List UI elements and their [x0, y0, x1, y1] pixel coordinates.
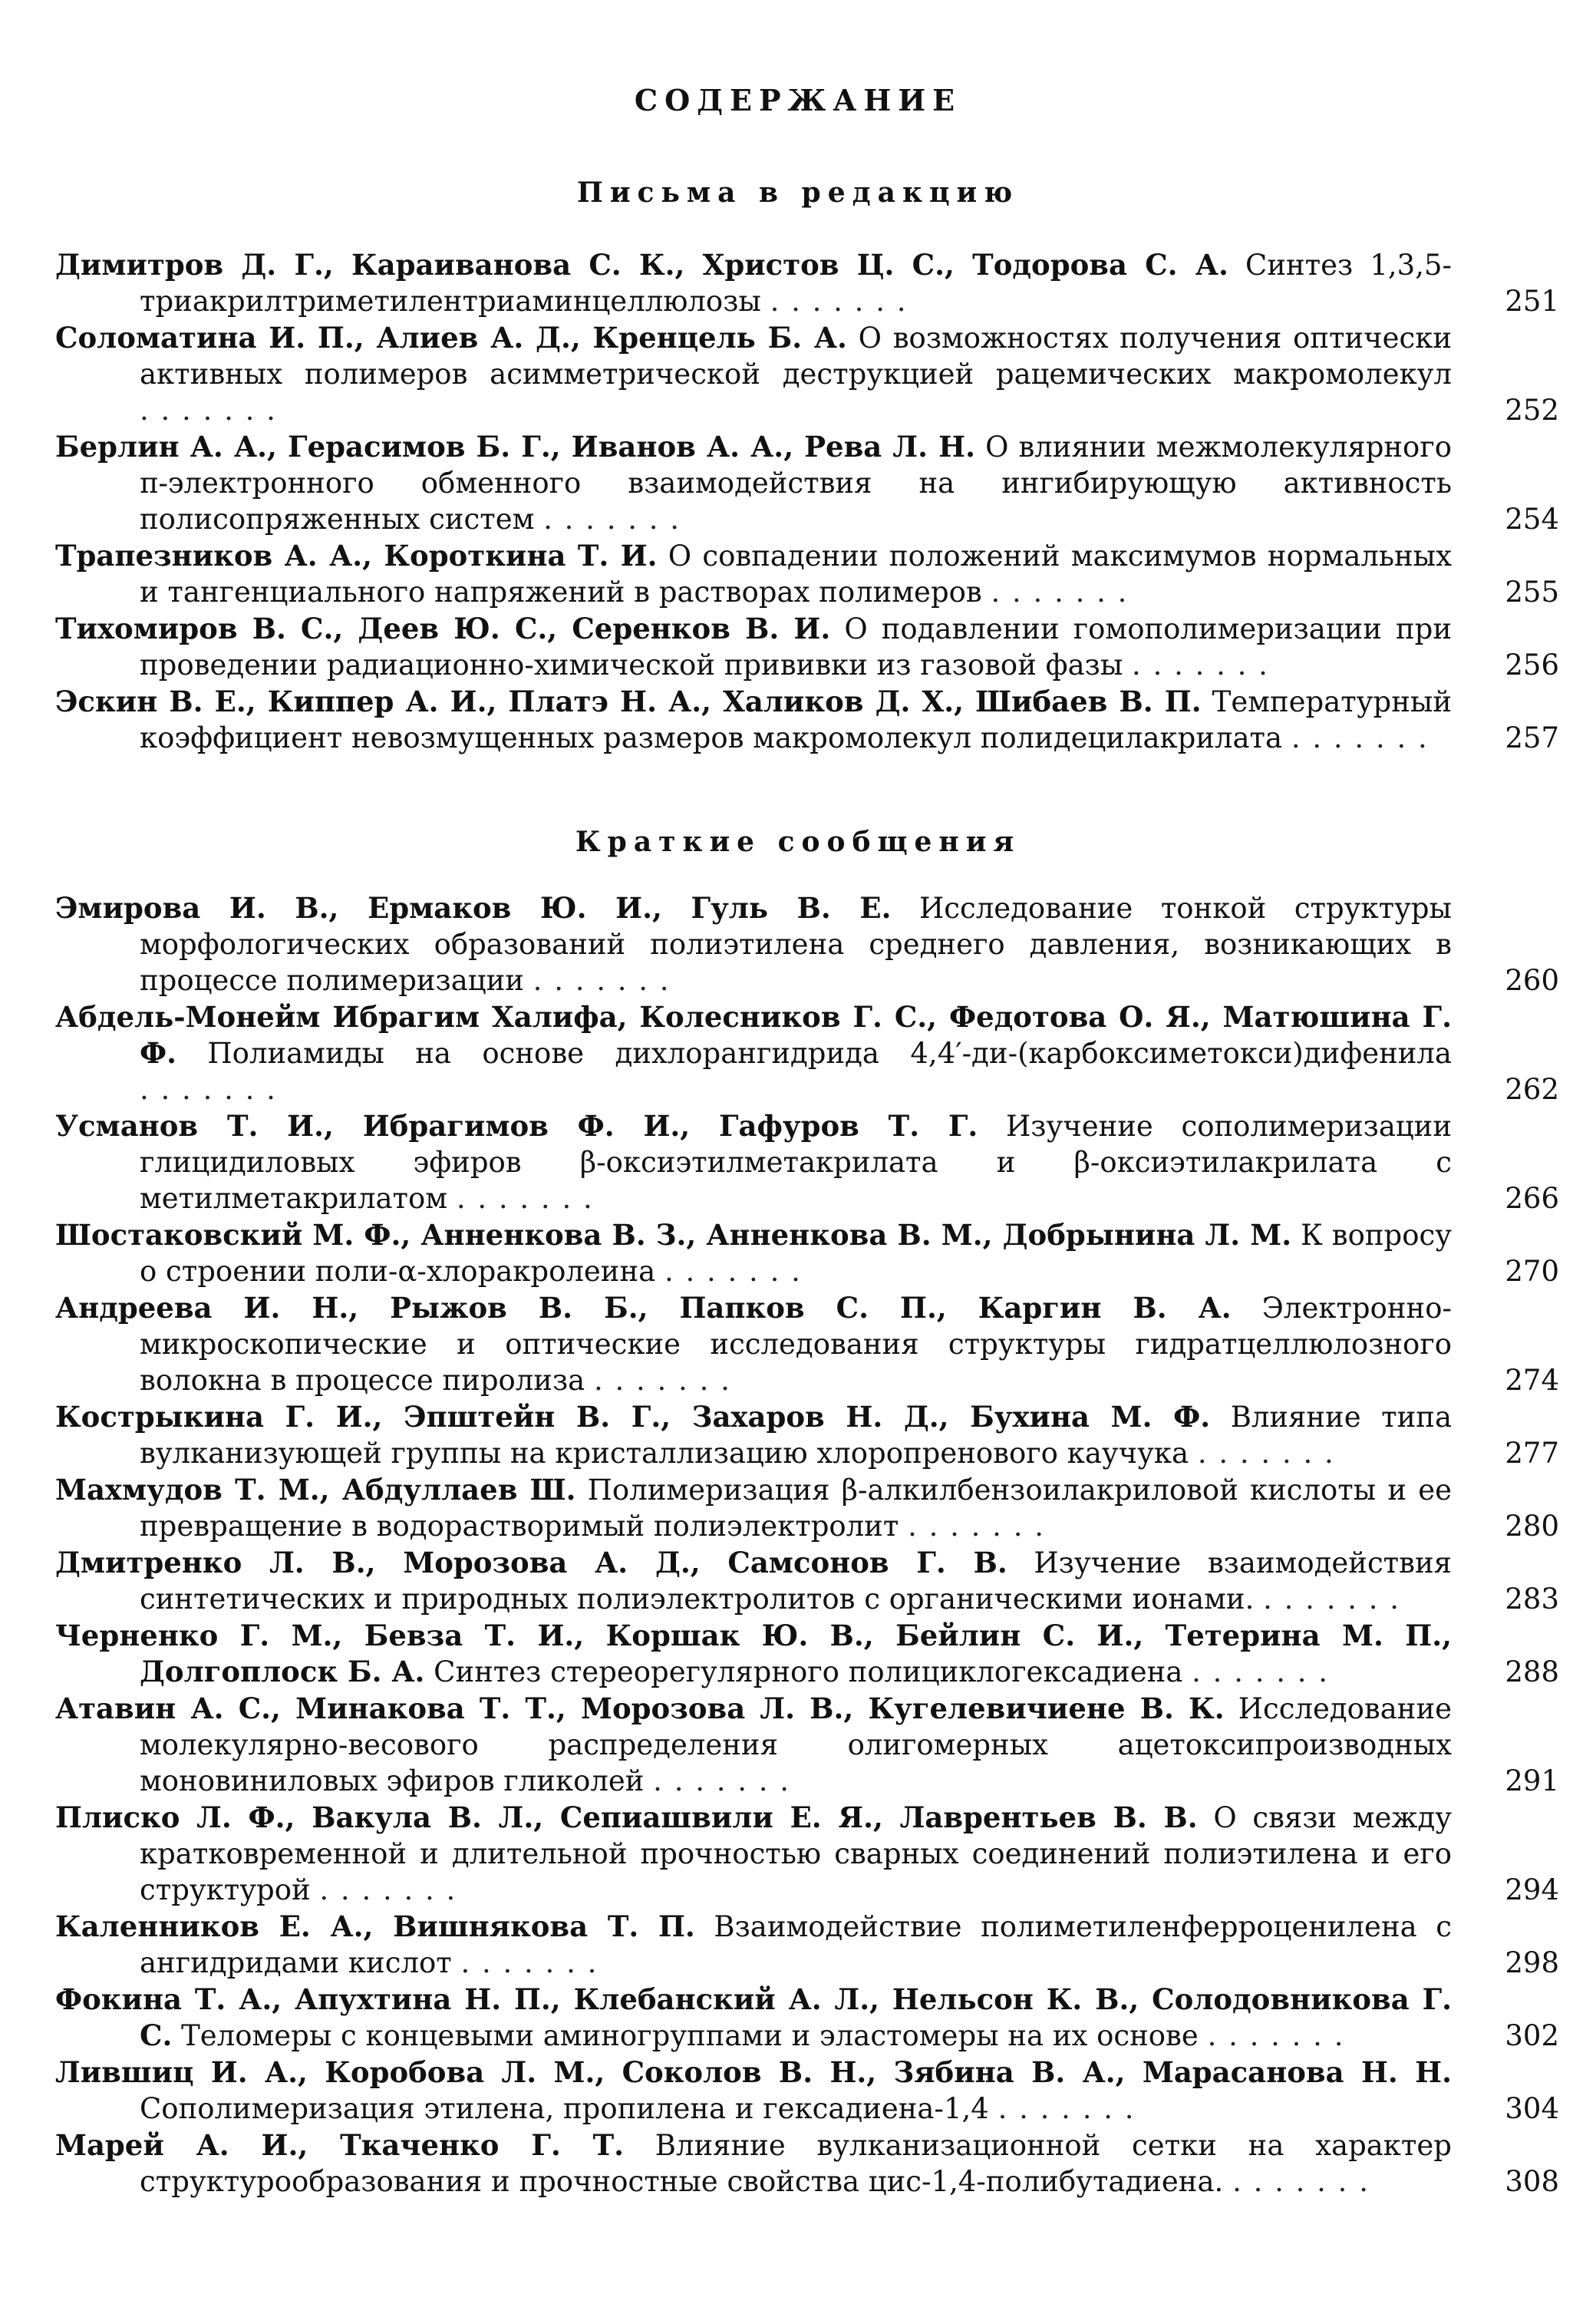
toc-entry[interactable]: [55, 1691, 1559, 1799]
toc-entry[interactable]: [55, 611, 1559, 683]
entry-title: Изучение сополимеризации глицидиловых эфиров β-оксиэтилметакрилата и β-оксиэтилакрилата с метилметакрилатом: [140, 1110, 1452, 1215]
entry-title: Исследование молекулярно-весового распределения олигомерных ацетоксипроизводных моновиниловых эфиров гликолей: [140, 1692, 1452, 1797]
entry-title: К вопросу о строении поли-α-хлоракролеина: [140, 1219, 1452, 1288]
toc-entry[interactable]: [55, 2127, 1559, 2200]
toc-entry[interactable]: [55, 1982, 1559, 2054]
dot-leader: . . . . . . .: [543, 503, 681, 536]
entry-text: [55, 1217, 1452, 1289]
entry-authors: Фокина Т. А., Апухтина Н. П., Клебанский А. Л., Нельсон К. В., Солодовникова Г. С.: [55, 1982, 1452, 2052]
entry-title: Влияние типа вулканизующей группы на кристаллизацию хлоропренового каучука: [140, 1401, 1452, 1470]
entry-text: [55, 999, 1452, 1107]
toc-entry[interactable]: [55, 1472, 1559, 1544]
dot-leader: . . . . . . .: [1263, 1583, 1401, 1616]
section-heading-short-communications: Краткие сообщения: [575, 826, 1021, 858]
entry-title: Синтез стереорегулярного полициклогексадиена: [434, 1655, 1183, 1688]
toc-entry[interactable]: [55, 538, 1559, 610]
entry-page-number: 262: [1505, 1073, 1559, 1106]
entry-text: [55, 1691, 1452, 1799]
entry-authors: Каленников Е. А., Вишнякова Т. П.: [55, 1909, 695, 1943]
entry-text: [55, 1472, 1452, 1544]
dot-leader: . . . . . . .: [1132, 649, 1269, 682]
entry-title: О связи между кратковременной и длительной прочностью сварных соединений полиэтилена и его структурой: [140, 1801, 1452, 1906]
dot-leader: . . . . . . .: [1192, 1655, 1330, 1688]
entry-text: [55, 1290, 1452, 1398]
toc-entry[interactable]: [55, 1909, 1559, 1981]
entry-page-number: 298: [1505, 1946, 1559, 1979]
entry-page-number: 294: [1505, 1873, 1559, 1906]
toc-entry[interactable]: [55, 1108, 1559, 1216]
entry-page-number: 302: [1505, 2019, 1559, 2052]
entry-page-number: 256: [1505, 649, 1559, 682]
entry-text: [55, 429, 1452, 537]
entry-authors: Махмудов Т. М., Абдуллаев Ш.: [55, 1473, 576, 1507]
entry-text: [55, 1399, 1452, 1471]
entry-text: [55, 2127, 1452, 2200]
entry-page-number: 304: [1505, 2092, 1559, 2125]
dot-leader: . . . . . . .: [664, 1255, 802, 1288]
entry-text: [55, 684, 1452, 756]
entry-text: [55, 611, 1452, 683]
entry-authors: Усманов Т. И., Ибрагимов Ф. И., Гафуров Т. Г.: [55, 1109, 978, 1143]
entry-page-number: 252: [1505, 394, 1559, 427]
toc-entry[interactable]: [55, 247, 1559, 319]
entry-page-number: 291: [1505, 1764, 1559, 1797]
entry-title: О совпадении положений максимумов нормальных и тангенциального напряжений в растворах полимеров: [140, 540, 1452, 609]
entry-page-number: 260: [1505, 964, 1559, 997]
toc-list-short-communications: [55, 890, 1559, 2200]
entry-title: Электронно-микроскопические и оптические исследования структуры гидратцеллюлозного волокна в процессе пиролиза: [140, 1292, 1452, 1397]
entry-page-number: 277: [1505, 1437, 1559, 1470]
dot-leader: . . . . . . .: [460, 1946, 598, 1979]
dot-leader: . . . . . . .: [319, 1873, 457, 1906]
entry-page-number: 280: [1505, 1510, 1559, 1543]
entry-authors: Тихомиров В. С., Деев Ю. С., Серенков В. И.: [55, 612, 831, 645]
entry-authors: Эскин В. Е., Киппер А. И., Платэ Н. А., Халиков Д. Х., Шибаев В. П.: [55, 685, 1202, 718]
toc-list-letters: [55, 247, 1559, 757]
entry-authors: Лившиц И. А., Коробова Л. М., Соколов В. Н., Зябина В. А., Марасанова Н. Н.: [55, 2055, 1452, 2089]
entry-title: О влиянии межмолекулярного π-электронного обменного взаимодействия на ингибирующую активность полисопряженных систем: [140, 431, 1452, 536]
toc-entry[interactable]: [55, 684, 1559, 756]
toc-entry[interactable]: [55, 1399, 1559, 1471]
toc-entry[interactable]: [55, 1618, 1559, 1690]
entry-title: О подавлении гомополимеризации при проведении радиационно-химической прививки из газовой фазы: [140, 612, 1452, 682]
dot-leader: . . . . . . .: [1207, 2019, 1345, 2052]
entry-page-number: 288: [1505, 1655, 1559, 1688]
toc-entry[interactable]: [55, 429, 1559, 537]
section-heading-letters: Письма в редакцию: [576, 177, 1020, 209]
entry-text: [55, 1108, 1452, 1216]
entry-page-number: 255: [1505, 576, 1559, 609]
toc-entry[interactable]: [55, 2055, 1559, 2127]
entry-page-number: 266: [1505, 1182, 1559, 1215]
toc-entry[interactable]: [55, 1217, 1559, 1289]
entry-text: [55, 1909, 1452, 1981]
entry-authors: Дмитренко Л. В., Морозова А. Д., Самсонов Г. В.: [55, 1546, 1007, 1579]
dot-leader: . . . . . . .: [456, 1182, 594, 1215]
dot-leader: . . . . . . .: [1291, 721, 1429, 754]
toc-entry[interactable]: [55, 1290, 1559, 1398]
entry-authors: Соломатина И. П., Алиев А. Д., Кренцель Б. А.: [55, 321, 847, 355]
entry-authors: Кострыкина Г. И., Эпштейн В. Г., Захаров Н. Д., Бухина М. Ф.: [55, 1400, 1211, 1434]
entry-title: Влияние вулканизационной сетки на характер структурообразования и прочностные свойства цис-1,4-полибутадиена.: [140, 2129, 1452, 2198]
entry-page-number: 251: [1505, 285, 1559, 318]
entry-authors: Трапезников А. А., Короткина Т. И.: [55, 539, 658, 573]
entry-title: Температурный коэффициент невозмущенных размеров макромолекул полидецилакрилата: [140, 685, 1452, 754]
dot-leader: . . . . . . .: [533, 964, 671, 997]
toc-entry[interactable]: [55, 1545, 1559, 1617]
entry-authors: Берлин А. А., Герасимов Б. Г., Иванов А. А., Рева Л. Н.: [55, 430, 976, 464]
toc-entry[interactable]: [55, 320, 1559, 428]
entry-text: [55, 1982, 1452, 2054]
entry-text: [55, 1545, 1452, 1617]
toc-entry[interactable]: [55, 890, 1559, 998]
entry-page-number: 270: [1505, 1255, 1559, 1288]
entry-page-number: 257: [1505, 721, 1559, 754]
dot-leader: . . . . . . .: [1232, 2165, 1370, 2198]
dot-leader: . . . . . . .: [140, 1073, 277, 1106]
entry-page-number: 274: [1505, 1364, 1559, 1397]
entry-text: [55, 1618, 1452, 1690]
entry-title: Синтез 1,3,5-триакрилтриметилентриаминцеллюлозы: [140, 249, 1452, 318]
entry-title: Сополимеризация этилена, пропилена и гексадиена-1,4: [140, 2092, 989, 2125]
entry-title: Полимеризация β-алкилбензоилакриловой кислоты и ее превращение в водорастворимый полиэлектролит: [140, 1474, 1452, 1543]
dot-leader: . . . . . . .: [653, 1764, 791, 1797]
entry-page-number: 283: [1505, 1583, 1559, 1616]
entry-authors: Димитров Д. Г., Караиванова С. К., Христов Ц. С., Тодорова С. А.: [55, 248, 1228, 282]
entry-title: Исследование тонкой структуры морфологических образований полиэтилена среднего давления, возникающих в процессе полимеризации: [140, 892, 1452, 997]
entry-authors: Андреева И. Н., Рыжов В. Б., Папков С. П., Каргин В. А.: [55, 1291, 1232, 1325]
page-title: СОДЕРЖАНИЕ: [634, 83, 962, 117]
entry-text: [55, 2055, 1452, 2127]
dot-leader: . . . . . . .: [908, 1510, 1045, 1543]
entry-authors: Эмирова И. В., Ермаков Ю. И., Гуль В. Е.: [55, 891, 892, 925]
dot-leader: . . . . . . .: [991, 576, 1129, 609]
entry-text: [55, 1800, 1452, 1908]
entry-text: [55, 247, 1452, 319]
dot-leader: . . . . . . .: [140, 394, 277, 427]
dot-leader: . . . . . . .: [998, 2092, 1136, 2125]
entry-authors: Шостаковский М. Ф., Анненкова В. З., Анненкова В. М., Добрынина Л. М.: [55, 1218, 1292, 1252]
entry-page-number: 308: [1505, 2165, 1559, 2198]
dot-leader: . . . . . . .: [1197, 1437, 1335, 1470]
dot-leader: . . . . . . .: [770, 285, 908, 318]
entry-authors: Черненко Г. М., Бевза Т. И., Коршак Ю. В., Бейлин С. И., Тетерина М. П., Долгоплоск Б. А.: [55, 1619, 1452, 1688]
toc-entry[interactable]: [55, 999, 1559, 1107]
entry-title: Изучение взаимодействия синтетических и природных полиэлектролитов с органическими ионами.: [140, 1546, 1452, 1616]
entry-title: Теломеры с концевыми аминогруппами и эластомеры на их основе: [181, 2019, 1199, 2052]
entry-authors: Плиско Л. Ф., Вакула В. Л., Сепиашвили Е. Я., Лаврентьев В. В.: [55, 1800, 1198, 1834]
entry-authors: Марей А. И., Ткаченко Г. Т.: [55, 2128, 625, 2162]
entry-authors: Абдель-Монейм Ибрагим Халифа, Колесников Г. С., Федотова О. Я., Матюшина Г. Ф.: [55, 1000, 1452, 1070]
entry-text: [55, 320, 1452, 428]
entry-title: О возможностях получения оптически активных полимеров асимметрической деструкцией рацемических макромолекул: [140, 322, 1452, 391]
entry-page-number: 254: [1505, 503, 1559, 536]
entry-title: Полиамиды на основе дихлорангидрида 4,4′-ди-(карбоксиметокси)дифенила: [207, 1037, 1452, 1070]
entry-text: [55, 890, 1452, 998]
entry-authors: Атавин А. С., Минакова Т. Т., Морозова Л. В., Кугелевичиене В. К.: [55, 1692, 1225, 1725]
entry-title: Взаимодействие полиметиленферроценилена с ангидридами кислот: [140, 1910, 1452, 1979]
entry-text: [55, 538, 1452, 610]
toc-entry[interactable]: [55, 1800, 1559, 1908]
dot-leader: . . . . . . .: [593, 1364, 731, 1397]
